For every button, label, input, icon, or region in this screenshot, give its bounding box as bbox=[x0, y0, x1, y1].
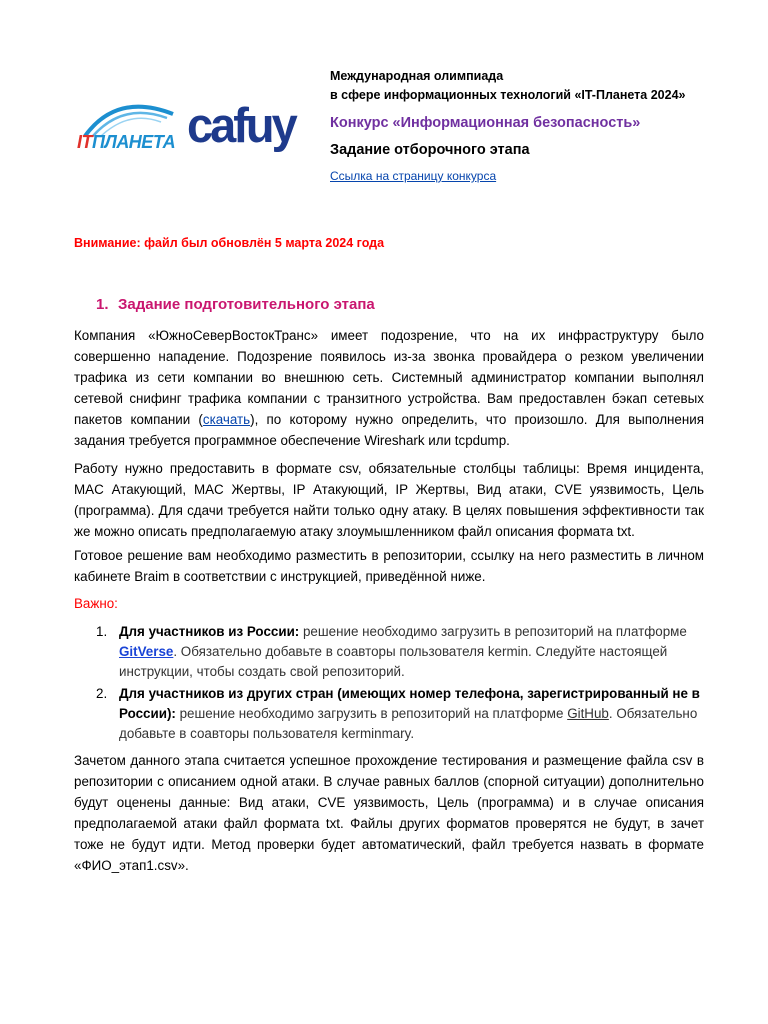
document-header bbox=[330, 67, 750, 185]
cafuy-logo: cafuy bbox=[187, 96, 295, 153]
gitverse-link[interactable]: GitVerse bbox=[119, 644, 174, 659]
section-title: Задание подготовительного этапа bbox=[118, 296, 375, 313]
section-heading bbox=[96, 296, 375, 313]
contest-title: Конкурс «Информационная безопасность» bbox=[330, 115, 641, 131]
org-line-1: Международная олимпиада bbox=[330, 69, 504, 83]
paragraph-repository: Готовое решение вам необходимо разместить в репозитории, ссылку на него разместить в личном кабинете Braim в соответствии с инструкцией, приведённой ниже. bbox=[74, 548, 704, 584]
paragraph-grading: Зачетом данного этапа считается успешное прохождение тестирования и размещение файла csv в репозитории с описанием одной атаки. В случае равных баллов (спорной ситуации) дополнительно будут оценены данные: Вид атаки, CVE уязвимость, Цель (программа) и в случае описания предполагаемой атаки файл формата txt. Файлы других форматов проверятся не будут, в зачет тоже не будут идти. Метод проверки будет автоматический, файл требуется назвать в формате «ФИО_этап1.csv». bbox=[74, 753, 704, 873]
section-number: 1. bbox=[96, 296, 109, 313]
stage-title: Задание отборочного этапа bbox=[330, 142, 530, 158]
logos bbox=[77, 96, 295, 160]
github-link[interactable]: GitHub bbox=[567, 706, 609, 721]
list-item: 2. Для участников из других стран (имеющих номер телефона, зарегистрированный не в России): решение необходимо загрузить в репозиторий на платформе GitHub. Обязательно добавьте в соавторы пользователя kerminmary. bbox=[96, 686, 700, 741]
contest-page-link[interactable]: Ссылка на страницу конкурса bbox=[330, 169, 497, 183]
paragraph-format: Работу нужно предоставить в формате csv, обязательные столбцы таблицы: Время инцидента, MAC Атакующий, MAC Жертвы, IP Атакующий, IP Жертвы, Вид атаки, CVE уязвимость, Цель (программа). Для сдачи требуется найти только одну атаку. В целях повышения эффективности так же можно описать предполагаемую атаку злоумышленником файл описания формата txt. bbox=[74, 461, 704, 539]
paragraph-intro: Компания «ЮжноСеверВостокТранс» имеет подозрение, что на их инфраструктуру было совершенно нападение. Подозрение появилось из-за звонка провайдера о резком увеличении трафика из сети компании во внешнюю сеть. Системный администратор компании выполнял сетевой снифинг трафика компании с транзитного устройства. Вам предоставлен бэкап сетевых пакетов компании (скачать), по которому нужно определить, что произошло. Для выполнения задания требуется программное обеспечение Wireshark или tcpdump. bbox=[74, 328, 704, 448]
important-label: Важно: bbox=[74, 596, 118, 611]
list-item: 1. Для участников из России: решение необходимо загрузить в репозиторий на платформе GitVerse. Обязательно добавьте в соавторы пользователя kermin. Следуйте настоящей инструкции, чтобы создать свой репозиторий. bbox=[96, 624, 687, 679]
download-link[interactable]: скачать bbox=[202, 412, 251, 427]
update-notice: Внимание: файл был обновлён 5 марта 2024 года bbox=[74, 236, 385, 250]
itplaneta-logo: ITПЛАНЕТА bbox=[77, 132, 176, 152]
org-line-2: в сфере информационных технологий «IT-Планета 2024» bbox=[330, 88, 686, 102]
